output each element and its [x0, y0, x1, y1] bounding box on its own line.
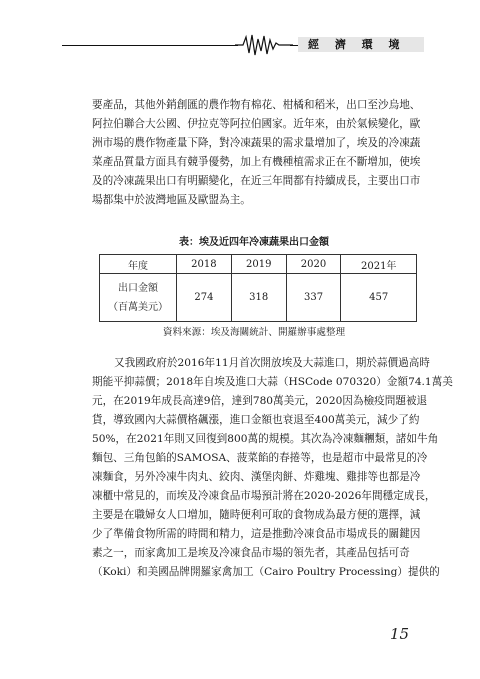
export-value-table: [99, 254, 417, 322]
table-cell: 274: [177, 274, 232, 322]
header-rule-left: [62, 45, 238, 46]
text-line: 貨，導致國內大蒜價格飆漲，進口金額也衰退至400萬美元，減少了約: [92, 414, 420, 426]
text-line: 麵包、三角包餡的SAMOSA、菠菜餡的春捲等，也是超市中最常見的冷: [92, 452, 428, 464]
table-header-cell: 2021年: [341, 255, 417, 274]
text-line: 菜產品質量方面具有競爭優勢，加上有機種植需求正在不斷增加，使埃: [92, 156, 421, 168]
text-line: 少了準備食物所需的時間和精力，這是推動冷凍食品市場成長的關鍵因: [92, 528, 421, 540]
text-line: 期能平抑蒜價；2018年自埃及進口大蒜（HSCode 070320）金額74.1萬美: [92, 376, 453, 388]
text-line: 要產品，其他外銷創匯的農作物有棉花、柑橘和稻米，出口至沙烏地、: [92, 99, 421, 111]
text-line: 場都集中於波灣地區及歐盟為主。: [92, 194, 251, 206]
table-row: [100, 274, 417, 322]
text-line: 主要是在職婦女人口增加，隨時便利可取的食物成為最方便的選擇，減: [92, 509, 421, 521]
table-header-cell: 2019: [231, 255, 286, 274]
table-source-note: 資料來源：埃及海關統計、開羅辦事處整理: [162, 327, 346, 338]
row-label-unit: （百萬美元）: [108, 301, 168, 313]
table-header-cell: 年度: [100, 255, 177, 274]
table-header-cell: 2020: [286, 255, 341, 274]
text-line: 凍櫃中常見的，而埃及冷凍食品市場預計將在2020-2026年間穩定成長，: [92, 490, 436, 502]
text-line: 又我國政府於2016年11月首次開放埃及大蒜進口，期於蒜價過高時: [114, 357, 430, 369]
text-line: 阿拉伯聯合大公國、伊拉克等阿拉伯國家。近年來，由於氣候變化，歐: [92, 118, 421, 130]
paragraph-garlic-frozen-food: [92, 354, 453, 582]
heartbeat-wave-icon: [235, 33, 293, 57]
row-label: [100, 274, 177, 322]
text-line: 素之一，而家禽加工是埃及冷凍食品市場的領先者，其產品包括可奇: [92, 547, 410, 559]
text-line: （Koki）和美國品牌開羅家禽加工（Cairo Poultry Processing）提供的: [92, 566, 440, 578]
text-line: 凍麵食，另外冷凍牛肉丸、絞肉、漢堡肉餅、炸雞塊、雞排等也都是冷: [92, 471, 421, 483]
section-title: 經 濟 環 境: [308, 38, 406, 51]
table-cell: 337: [286, 274, 341, 322]
text-line: 及的冷凍蔬果出口有明顯變化，在近三年間都有持續成長，主要出口市: [92, 175, 421, 187]
table-header-cell: 2018: [177, 255, 232, 274]
table-cell: 457: [341, 274, 417, 322]
page-number: 15: [390, 625, 410, 643]
text-line: 50%，在2021年則又回復到800萬的規模。其次為冷凍麵糰類，諸如牛角: [92, 433, 439, 445]
paragraph-export-crops: [92, 96, 421, 210]
text-line: 元，在2019年成長高達9倍，達到780萬美元，2020因為檢疫問題被退: [92, 395, 428, 407]
row-label-line: 出口金額: [118, 282, 158, 294]
table-header-row: [100, 255, 417, 274]
text-line: 洲市場的農作物產量下降，對冷凍蔬果的需求量增加了，埃及的冷凍蔬: [92, 137, 421, 149]
table-title: 表：埃及近四年冷凍蔬果出口金額: [179, 237, 329, 248]
table-cell: 318: [231, 274, 286, 322]
